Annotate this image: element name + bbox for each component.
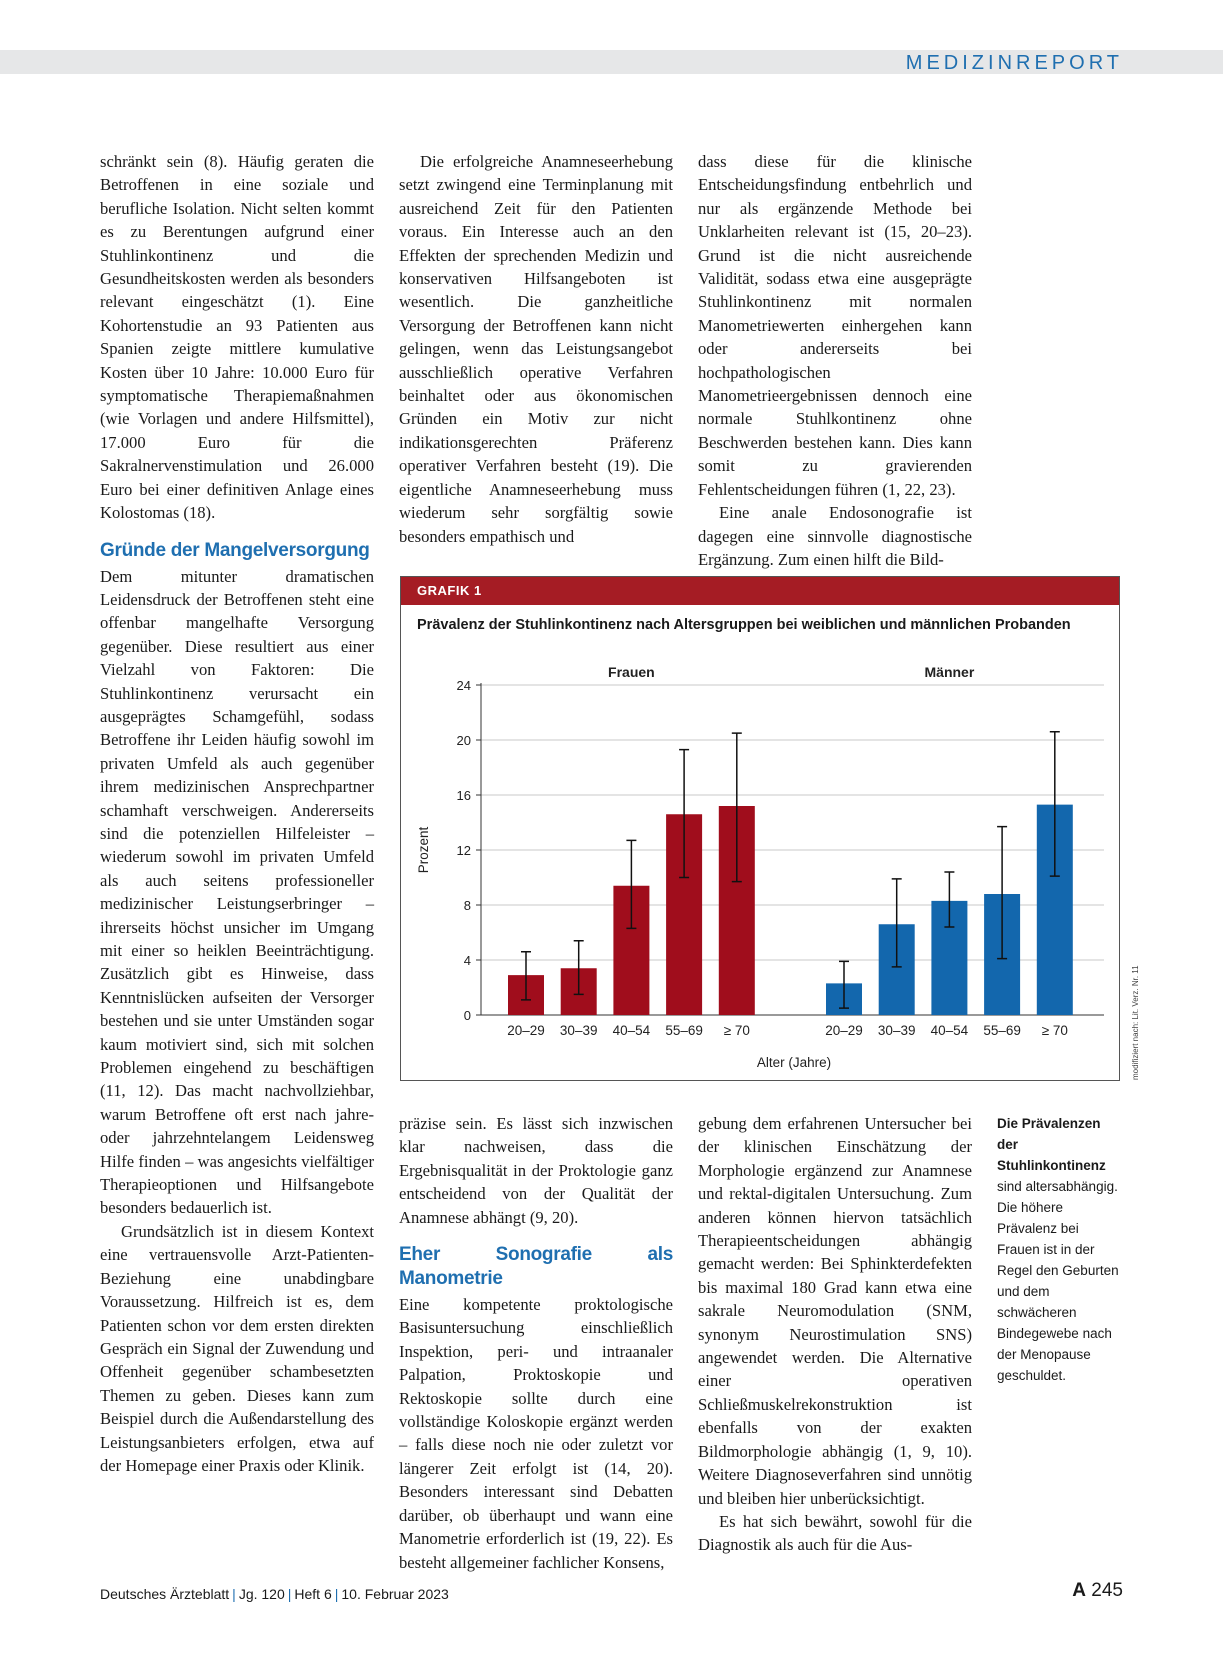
section-label: MEDIZINREPORT	[905, 52, 1123, 74]
x-tick-label: 30–39	[877, 1023, 916, 1038]
source-note: modifiziert nach: Lit. Verz. Nr. 11	[1131, 965, 1140, 1080]
group-label: Frauen	[608, 664, 655, 680]
separator: |	[334, 1586, 339, 1602]
figure-caption	[997, 1113, 1125, 1386]
footer	[100, 1586, 449, 1602]
x-tick-label: 20–29	[825, 1023, 863, 1038]
journal-name: Deutsches Ärzteblatt	[100, 1586, 230, 1602]
paragraph: präzise sein. Es lässt sich inzwischen klar nachweisen, dass die Ergebnisqualität in der Proktologie ganz entscheidend von der Qualität der Anamnese abhängt (9, 20).	[399, 1114, 673, 1227]
journal-date: 10. Februar 2023	[341, 1586, 449, 1602]
y-axis-label: Prozent	[416, 826, 431, 874]
page-value: 245	[1091, 1580, 1123, 1601]
text-column-4	[399, 1112, 673, 1574]
y-tick-label: 8	[463, 898, 471, 913]
page-prefix: A	[1072, 1580, 1087, 1601]
x-tick-label: 55–69	[665, 1023, 703, 1038]
x-tick-label: 40–54	[930, 1023, 969, 1038]
separator: |	[232, 1586, 236, 1602]
paragraph: Die erfolgreiche Anamneseerhebung setzt zwingend eine Terminplanung mit ausreichend Zeit für den Patienten voraus. Ein Interesse auch an den Effekten der sprechenden Medizin und konservativen Hilfsangeboten ist wesentlich. Die ganzheitliche Versorgung der Betroffenen kann nicht gelingen, wenn das Leistungsangebot ausschließlich operative Verfahren beinhaltet oder aus ökonomischen Gründen ein Motiv zur nicht indikationsgerechten Präferenz operativer Verfahren besteht (19). Die eigentliche Anamneseerhebung muss wiederum sehr sorgfältig sowie besonders empathisch und	[399, 152, 673, 546]
y-tick-label: 16	[456, 788, 471, 803]
text-column-5	[698, 1112, 972, 1557]
caption-bold: Die Prävalenzen der Stuhlinkontinenz	[997, 1116, 1106, 1173]
text-column-1	[100, 150, 374, 1477]
journal-volume: Jg. 120	[238, 1586, 285, 1602]
journal-issue: Heft 6	[294, 1586, 332, 1602]
group-label: Männer	[924, 664, 975, 680]
y-tick-label: 12	[456, 843, 471, 858]
paragraph: Grundsätzlich ist in diesem Kontext eine vertrauensvolle Arzt-Patienten-Beziehung eine unabdingbare Voraussetzung. Hilfreich ist es, dem Patienten schon vor dem ersten direkten Gespräch ein Signal der Zuwendung und Offenheit gegenüber schambesetzten Themen zu geben. Dieses kann zum Beispiel durch die Außendarstellung des Leistungsanbieters erfolgen, etwa auf der Homepage einer Praxis oder Klinik.	[100, 1221, 374, 1475]
y-tick-label: 20	[456, 733, 471, 748]
x-tick-label: 40–54	[612, 1023, 651, 1038]
paragraph: Es hat sich bewährt, sowohl für die Diagnostik als auch für die Aus-	[698, 1511, 972, 1555]
paragraph: schränkt sein (8). Häufig geraten die Betroffenen in eine soziale und berufliche Isolation. Nicht selten kommt es zu Berentungen aufgrund einer Stuhlinkontinenz und die Gesundheitskosten werden als besonders relevant eingeschätzt (1). Eine Kohortenstudie an 93 Patienten aus Spanien zeigte mittlere kumulative Kosten über 10 Jahre: 10.000 Euro für symptomatische Therapiemaßnahmen (wie Vorlagen und andere Hilfsmittel), 17.000 Euro für die Sakralnervenstimulation und 26.000 Euro bei einer definitiven Anlage eines Kolostomas (18).	[100, 152, 374, 523]
paragraph: Eine kompetente proktologische Basisuntersuchung einschließlich Inspektion, peri- und intraanaler Palpation, Proktoskopie und Rektoskopie sollte durch eine vollständige Koloskopie ergänzt werden – falls diese noch nie oder zuletzt vor längerer Zeit erfolgt ist (14, 20). Besonders interessant sind Debatten darüber, ob überhaupt und wann eine Manometrie erforderlich ist (19, 22). Es besteht allgemeiner fachlicher Konsens,	[399, 1295, 673, 1572]
text-column-3	[698, 150, 972, 571]
text-column-2	[399, 150, 673, 548]
y-tick-label: 4	[463, 953, 471, 968]
x-tick-label: ≥ 70	[1041, 1023, 1068, 1038]
section-heading: Gründe der Mangelversorgung	[100, 539, 370, 561]
x-axis-label: Alter (Jahre)	[756, 1055, 832, 1070]
separator: |	[287, 1586, 292, 1602]
x-tick-label: ≥ 70	[723, 1023, 750, 1038]
x-tick-label: 55–69	[983, 1023, 1021, 1038]
y-tick-label: 24	[456, 678, 471, 693]
paragraph: gebung dem erfahrenen Untersucher bei der klinischen Einschätzung der Morphologie ergänzend zur Anamnese und rektal-digitalen Untersuchung. Zum anderen können hiervon tatsächlich Therapieentscheidungen abhängig gemacht werden: Bei Sphinkterdefekten bis maximal 180 Grad kann etwa eine sakrale Neuromodulation (SNM, synonym Neurostimulation SNS) angewendet werden. Die Alternative einer operativen Schließmuskelrekonstruktion ist ebenfalls von der exakten Bildmorphologie abhängig (1, 9, 10). Weitere Diagnoseverfahren sind unnötig und bleiben hier unberücksichtigt.	[698, 1114, 972, 1508]
x-tick-label: 30–39	[559, 1023, 598, 1038]
figure-box	[400, 576, 1120, 1081]
bar-chart	[401, 577, 1119, 1080]
section-heading: Eher Sonografie als Manometrie	[399, 1244, 673, 1290]
figure-label: GRAFIK 1	[401, 577, 1119, 605]
page-number	[1072, 1580, 1123, 1602]
paragraph: Eine anale Endosonografie ist dagegen eine sinnvolle diagnostische Ergänzung. Zum einen hilft die Bild-	[698, 503, 972, 569]
figure-title: Prävalenz der Stuhlinkontinenz nach Altersgruppen bei weiblichen und männlichen Probanden	[417, 617, 1071, 633]
caption-text: sind altersabhängig. Die höhere Prävalenz bei Frauen ist in der Regel den Geburten und dem schwächeren Bindegewebe nach der Menopause geschuldet.	[997, 1179, 1119, 1383]
y-tick-label: 0	[463, 1008, 471, 1023]
paragraph: dass diese für die klinische Entscheidungsfindung entbehrlich und nur als ergänzende Methode bei Unklarheiten relevant ist (15, 20–23). Grund ist die nicht ausreichende Validität, sodass etwa eine ausgeprägte Stuhlinkontinenz mit normalen Manometriewerten einhergehen kann oder andererseits bei hochpathologischen Manometrieergebnissen dennoch eine normale Stuhlkontinenz ohne Beschwerden bestehen kann. Dies kann somit zu gravierenden Fehlentscheidungen führen (1, 22, 23).	[698, 152, 972, 499]
paragraph: Dem mitunter dramatischen Leidensdruck der Betroffenen steht eine offenbar mangelhafte Versorgung gegenüber. Diese resultiert aus einer Vielzahl von Faktoren: Die Stuhlinkontinenz verursacht ein ausgeprägtes Schamgefühl, sodass Betroffene ihr Leiden häufig sowohl im privaten Umfeld als auch gegenüber ihrem medizinischen Ansprechpartner schamhaft verschweigen. Andererseits sind die potenziellen Hilfeleister – wiederum sowohl im privaten Umfeld als auch seitens professioneller medizinischer Leistungserbringer – ihrerseits höchst unsicher im Umgang mit einer so heiklen Beeinträchtigung. Zusätzlich gibt es Hinweise, dass Kenntnislücken aufseiten der Versorger bestehen und sie unter Umständen sogar kaum motiviert sind, sich mit solchen Problemen eingehend zu beschäftigen (11, 12). Das macht nachvollziehbar, warum Betroffene oft erst nach jahre- oder jahrzehntelangem Leidensweg Hilfe finden – was angesichts vielfältiger Therapieoptionen und Hilfsangebote besonders bedauerlich ist.	[100, 566, 374, 1218]
x-tick-label: 20–29	[507, 1023, 545, 1038]
